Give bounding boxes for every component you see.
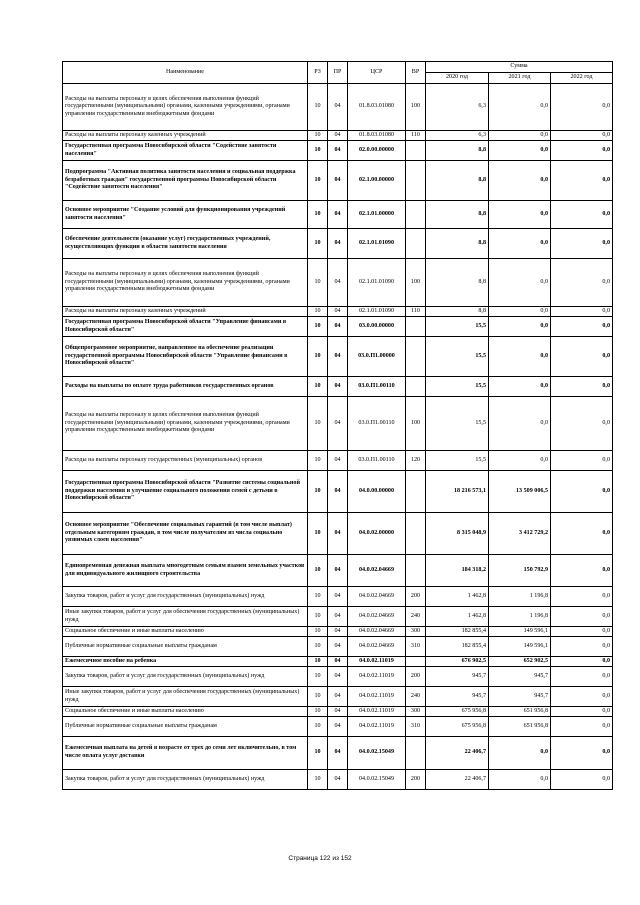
cell-2020: 675 956,8 [426, 707, 489, 717]
cell-2020: 8,8 [426, 201, 489, 229]
cell-2021: 0,0 [489, 161, 551, 201]
cell-2021: 0,0 [489, 141, 551, 161]
cell-csr: 04.0.02.15049 [348, 737, 406, 770]
cell-rz: 10 [308, 229, 328, 259]
cell-name: Подпрограмма "Активная политика занятости населения и социальная поддержка безработных граждан" государственной программы Новосибирской области "Содействие занятости населения" [63, 161, 308, 201]
cell-2022: 0,0 [551, 141, 613, 161]
cell-vr: 240 [406, 607, 426, 627]
cell-rz: 10 [308, 737, 328, 770]
cell-pr: 04 [328, 513, 348, 555]
cell-name: Расходы на выплаты персоналу в целях обеспечения выполнения функций государственными (муниципальными) органами, казенными учреждениями, органами управления государственными внебюджетными фондами [63, 259, 308, 307]
cell-2022: 0,0 [551, 397, 613, 451]
cell-csr: 04.0.00.00000 [348, 471, 406, 513]
cell-name: Расходы на выплаты персоналу государственных (муниципальных) органов [63, 451, 308, 471]
cell-2021: 0,0 [489, 397, 551, 451]
table-body [63, 84, 613, 790]
cell-2021: 0,0 [489, 201, 551, 229]
cell-2021: 945,7 [489, 687, 551, 707]
cell-name: Государственная программа Новосибирской области "Управление финансами в Новосибирской области" [63, 317, 308, 337]
cell-2021: 0,0 [489, 229, 551, 259]
col-header-sum: Сумма [426, 62, 613, 73]
cell-vr: 200 [406, 587, 426, 607]
table-row [63, 657, 613, 667]
cell-vr: 240 [406, 687, 426, 707]
cell-csr: 01.8.03.01080 [348, 84, 406, 131]
cell-name: Расходы на выплаты персоналу в целях обеспечения выполнения функций государственными (муниципальными) органами, казенными учреждениями, органами управления государственными внебюджетными фондами [63, 397, 308, 451]
cell-csr: 03.0.П1.00110 [348, 377, 406, 397]
cell-2021: 0,0 [489, 770, 551, 790]
table-row [63, 131, 613, 141]
cell-2022: 0,0 [551, 737, 613, 770]
cell-csr: 04.0.02.04669 [348, 637, 406, 657]
cell-vr: 110 [406, 307, 426, 317]
cell-pr: 04 [328, 555, 348, 587]
cell-pr: 04 [328, 84, 348, 131]
cell-name: Социальное обеспечение и иные выплаты населению [63, 627, 308, 637]
col-header-csr: ЦСР [348, 62, 406, 84]
cell-pr: 04 [328, 770, 348, 790]
cell-2020: 8,8 [426, 259, 489, 307]
cell-2020: 945,7 [426, 667, 489, 687]
cell-csr: 04.0.02.04669 [348, 587, 406, 607]
cell-2021: 1 196,8 [489, 607, 551, 627]
table-row [63, 84, 613, 131]
table-row [63, 471, 613, 513]
col-header-name: Наименование [63, 62, 308, 84]
cell-csr: 04.0.02.11019 [348, 667, 406, 687]
table-row [63, 259, 613, 307]
cell-pr: 04 [328, 397, 348, 451]
cell-2022: 0,0 [551, 587, 613, 607]
cell-rz: 10 [308, 259, 328, 307]
table-row [63, 587, 613, 607]
cell-vr: 300 [406, 707, 426, 717]
cell-2020: 8 315 048,9 [426, 513, 489, 555]
table-row [63, 377, 613, 397]
cell-pr: 04 [328, 259, 348, 307]
cell-csr: 04.0.02.11019 [348, 657, 406, 667]
cell-pr: 04 [328, 657, 348, 667]
cell-2022: 0,0 [551, 667, 613, 687]
cell-2020: 22 406,7 [426, 737, 489, 770]
cell-2020: 8,8 [426, 229, 489, 259]
table-row [63, 627, 613, 637]
cell-csr: 04.0.02.11019 [348, 687, 406, 707]
cell-rz: 10 [308, 607, 328, 627]
cell-vr: 310 [406, 717, 426, 737]
cell-2022: 0,0 [551, 84, 613, 131]
cell-2021: 149 596,1 [489, 627, 551, 637]
col-header-2022: 2022 год [551, 73, 613, 84]
cell-name: Закупка товаров, работ и услуг для государственных (муниципальных) нужд [63, 587, 308, 607]
cell-vr [406, 161, 426, 201]
table-row [63, 229, 613, 259]
table-row [63, 397, 613, 451]
cell-pr: 04 [328, 229, 348, 259]
budget-table-sheet [62, 61, 612, 790]
cell-name: Иные закупки товаров, работ и услуг для обеспечения государственных (муниципальных) нужд [63, 687, 308, 707]
cell-2022: 0,0 [551, 161, 613, 201]
cell-rz: 10 [308, 317, 328, 337]
cell-pr: 04 [328, 717, 348, 737]
table-row [63, 451, 613, 471]
cell-name: Социальное обеспечение и иные выплаты населению [63, 707, 308, 717]
cell-pr: 04 [328, 607, 348, 627]
cell-2020: 6,3 [426, 131, 489, 141]
cell-2021: 945,7 [489, 667, 551, 687]
cell-2020: 8,8 [426, 161, 489, 201]
cell-rz: 10 [308, 587, 328, 607]
cell-2021: 0,0 [489, 451, 551, 471]
cell-2021: 0,0 [489, 377, 551, 397]
cell-pr: 04 [328, 637, 348, 657]
cell-rz: 10 [308, 84, 328, 131]
cell-2022: 0,0 [551, 307, 613, 317]
cell-vr [406, 317, 426, 337]
cell-2020: 182 855,4 [426, 627, 489, 637]
cell-2021: 651 956,8 [489, 707, 551, 717]
cell-vr: 200 [406, 667, 426, 687]
cell-pr: 04 [328, 707, 348, 717]
cell-vr: 100 [406, 259, 426, 307]
table-row [63, 337, 613, 377]
budget-table [62, 61, 613, 790]
cell-name: Общепрограммное мероприятие, направленное на обеспечение реализации государственной программы Новосибирской области "Управление финансами в Новосибирской области" [63, 337, 308, 377]
cell-2022: 0,0 [551, 131, 613, 141]
cell-2022: 0,0 [551, 471, 613, 513]
page-number: Страница 122 из 152 [288, 855, 352, 862]
cell-name: Обеспечение деятельности (оказание услуг) государственных учреждений, осуществляющих функции в области занятости населения [63, 229, 308, 259]
cell-name: Публичные нормативные социальные выплаты гражданам [63, 637, 308, 657]
col-header-pr: ПР [328, 62, 348, 84]
cell-2022: 0,0 [551, 201, 613, 229]
cell-2022: 0,0 [551, 229, 613, 259]
cell-2021: 0,0 [489, 317, 551, 337]
cell-rz: 10 [308, 451, 328, 471]
cell-rz: 10 [308, 555, 328, 587]
cell-rz: 10 [308, 657, 328, 667]
table-row [63, 637, 613, 657]
cell-2021: 0,0 [489, 84, 551, 131]
cell-2020: 1 462,8 [426, 587, 489, 607]
cell-pr: 04 [328, 317, 348, 337]
table-row [63, 737, 613, 770]
cell-2021: 651 956,8 [489, 717, 551, 737]
cell-2020: 8,8 [426, 141, 489, 161]
cell-rz: 10 [308, 131, 328, 141]
cell-2020: 182 855,4 [426, 637, 489, 657]
cell-vr: 200 [406, 770, 426, 790]
cell-2020: 184 318,2 [426, 555, 489, 587]
cell-2020: 22 406,7 [426, 770, 489, 790]
cell-2021: 0,0 [489, 737, 551, 770]
table-row [63, 141, 613, 161]
cell-2021: 13 509 006,5 [489, 471, 551, 513]
cell-2021: 0,0 [489, 259, 551, 307]
cell-2021: 652 902,5 [489, 657, 551, 667]
table-row [63, 770, 613, 790]
cell-csr: 03.0.П1.00110 [348, 397, 406, 451]
cell-csr: 04.0.02.11019 [348, 707, 406, 717]
cell-vr [406, 737, 426, 770]
cell-rz: 10 [308, 513, 328, 555]
cell-pr: 04 [328, 667, 348, 687]
cell-name: Расходы на выплаты персоналу казенных учреждений [63, 307, 308, 317]
cell-2020: 676 902,5 [426, 657, 489, 667]
cell-pr: 04 [328, 687, 348, 707]
cell-vr [406, 229, 426, 259]
cell-2021: 150 792,9 [489, 555, 551, 587]
table-row [63, 307, 613, 317]
col-header-2020: 2020 год [426, 73, 489, 84]
cell-vr [406, 377, 426, 397]
cell-vr: 100 [406, 84, 426, 131]
table-row [63, 707, 613, 717]
cell-vr: 100 [406, 397, 426, 451]
cell-csr: 02.0.00.00000 [348, 141, 406, 161]
cell-rz: 10 [308, 637, 328, 657]
cell-2020: 15,5 [426, 317, 489, 337]
cell-name: Единовременная денежная выплата многодетным семьям взамен земельных участков для индивидуального жилищного строительства [63, 555, 308, 587]
cell-name: Государственная программа Новосибирской области "Содействие занятости населения" [63, 141, 308, 161]
cell-2020: 8,8 [426, 307, 489, 317]
cell-pr: 04 [328, 201, 348, 229]
cell-2022: 0,0 [551, 687, 613, 707]
cell-csr: 01.8.03.01080 [348, 131, 406, 141]
table-row [63, 607, 613, 627]
cell-2020: 15,5 [426, 377, 489, 397]
cell-2022: 0,0 [551, 657, 613, 667]
cell-pr: 04 [328, 131, 348, 141]
cell-csr: 04.0.02.00000 [348, 513, 406, 555]
cell-vr [406, 657, 426, 667]
cell-pr: 04 [328, 471, 348, 513]
cell-vr [406, 201, 426, 229]
cell-2022: 0,0 [551, 377, 613, 397]
cell-csr: 02.1.01.01090 [348, 229, 406, 259]
cell-pr: 04 [328, 451, 348, 471]
cell-name: Ежемесячная выплата на детей в возрасте от трех до семи лет включительно, в том числе оплата услуг доставки [63, 737, 308, 770]
cell-rz: 10 [308, 201, 328, 229]
cell-csr: 02.1.01.00000 [348, 201, 406, 229]
cell-rz: 10 [308, 717, 328, 737]
cell-2020: 1 462,8 [426, 607, 489, 627]
cell-2020: 6,3 [426, 84, 489, 131]
cell-csr: 03.0.П1.00000 [348, 337, 406, 377]
cell-pr: 04 [328, 377, 348, 397]
col-header-rz: РЗ [308, 62, 328, 84]
cell-name: Расходы на выплаты персоналу в целях обеспечения выполнения функций государственными (муниципальными) органами, казенными учреждениями, органами управления государственными внебюджетными фондами [63, 84, 308, 131]
cell-name: Расходы на выплаты персоналу казенных учреждений [63, 131, 308, 141]
cell-vr: 310 [406, 637, 426, 657]
cell-name: Ежемесячное пособие на ребенка [63, 657, 308, 667]
cell-2020: 18 216 573,1 [426, 471, 489, 513]
cell-2022: 0,0 [551, 717, 613, 737]
cell-2022: 0,0 [551, 637, 613, 657]
cell-2022: 0,0 [551, 513, 613, 555]
cell-name: Основное мероприятие "Создание условий для функционирования учреждений занятости населения" [63, 201, 308, 229]
table-row [63, 201, 613, 229]
cell-2021: 0,0 [489, 131, 551, 141]
cell-name: Расходы на выплаты по оплате труда работников государственных органов [63, 377, 308, 397]
cell-2020: 15,5 [426, 337, 489, 377]
cell-csr: 02.1.01.01090 [348, 259, 406, 307]
header-row [63, 62, 613, 73]
cell-rz: 10 [308, 471, 328, 513]
table-row [63, 513, 613, 555]
cell-pr: 04 [328, 587, 348, 607]
cell-rz: 10 [308, 627, 328, 637]
cell-pr: 04 [328, 141, 348, 161]
cell-vr [406, 471, 426, 513]
cell-vr: 120 [406, 451, 426, 471]
cell-2022: 0,0 [551, 337, 613, 377]
cell-vr [406, 337, 426, 377]
cell-pr: 04 [328, 307, 348, 317]
cell-vr [406, 141, 426, 161]
cell-2020: 675 956,8 [426, 717, 489, 737]
cell-rz: 10 [308, 377, 328, 397]
cell-vr: 110 [406, 131, 426, 141]
cell-vr: 300 [406, 627, 426, 637]
cell-csr: 02.1.01.01090 [348, 307, 406, 317]
cell-name: Закупка товаров, работ и услуг для государственных (муниципальных) нужд [63, 667, 308, 687]
table-row [63, 317, 613, 337]
table-row [63, 687, 613, 707]
cell-csr: 04.0.02.11019 [348, 717, 406, 737]
cell-2020: 15,5 [426, 451, 489, 471]
cell-2022: 0,0 [551, 627, 613, 637]
cell-pr: 04 [328, 627, 348, 637]
cell-2022: 0,0 [551, 555, 613, 587]
cell-2022: 0,0 [551, 707, 613, 717]
cell-2021: 0,0 [489, 307, 551, 317]
cell-csr: 04.0.02.15049 [348, 770, 406, 790]
cell-rz: 10 [308, 161, 328, 201]
cell-2021: 1 196,8 [489, 587, 551, 607]
cell-2021: 3 412 729,2 [489, 513, 551, 555]
cell-csr: 04.0.02.04669 [348, 555, 406, 587]
col-header-2021: 2021 год [489, 73, 551, 84]
cell-csr: 03.0.00.00000 [348, 317, 406, 337]
table-row [63, 555, 613, 587]
cell-rz: 10 [308, 337, 328, 377]
cell-2022: 0,0 [551, 451, 613, 471]
cell-name: Иные закупки товаров, работ и услуг для обеспечения государственных (муниципальных) нужд [63, 607, 308, 627]
table-row [63, 667, 613, 687]
table-row [63, 161, 613, 201]
cell-pr: 04 [328, 161, 348, 201]
cell-pr: 04 [328, 737, 348, 770]
cell-2022: 0,0 [551, 317, 613, 337]
cell-csr: 02.1.00.00000 [348, 161, 406, 201]
cell-name: Публичные нормативные социальные выплаты гражданам [63, 717, 308, 737]
cell-rz: 10 [308, 141, 328, 161]
cell-2022: 0,0 [551, 259, 613, 307]
cell-2022: 0,0 [551, 607, 613, 627]
table-row [63, 717, 613, 737]
cell-csr: 04.0.02.04669 [348, 607, 406, 627]
cell-rz: 10 [308, 667, 328, 687]
cell-2022: 0,0 [551, 770, 613, 790]
cell-rz: 10 [308, 397, 328, 451]
cell-2021: 0,0 [489, 337, 551, 377]
cell-csr: 03.0.П1.00110 [348, 451, 406, 471]
cell-rz: 10 [308, 307, 328, 317]
cell-csr: 04.0.02.04669 [348, 627, 406, 637]
col-header-vr: ВР [406, 62, 426, 84]
cell-pr: 04 [328, 337, 348, 377]
cell-vr [406, 555, 426, 587]
cell-rz: 10 [308, 687, 328, 707]
cell-rz: 10 [308, 707, 328, 717]
cell-name: Основное мероприятие "Обеспечение социальных гарантий (в том числе выплат) отдельным категориям граждан, в том числе получателям из числа социально уязвимых слоев населения" [63, 513, 308, 555]
cell-name: Закупка товаров, работ и услуг для государственных (муниципальных) нужд [63, 770, 308, 790]
cell-2020: 945,7 [426, 687, 489, 707]
cell-name: Государственная программа Новосибирской области "Развитие системы социальной поддержки населения и улучшение социального положения семей с детьми в Новосибирской области" [63, 471, 308, 513]
cell-2020: 15,5 [426, 397, 489, 451]
cell-2021: 149 596,1 [489, 637, 551, 657]
cell-rz: 10 [308, 770, 328, 790]
cell-vr [406, 513, 426, 555]
